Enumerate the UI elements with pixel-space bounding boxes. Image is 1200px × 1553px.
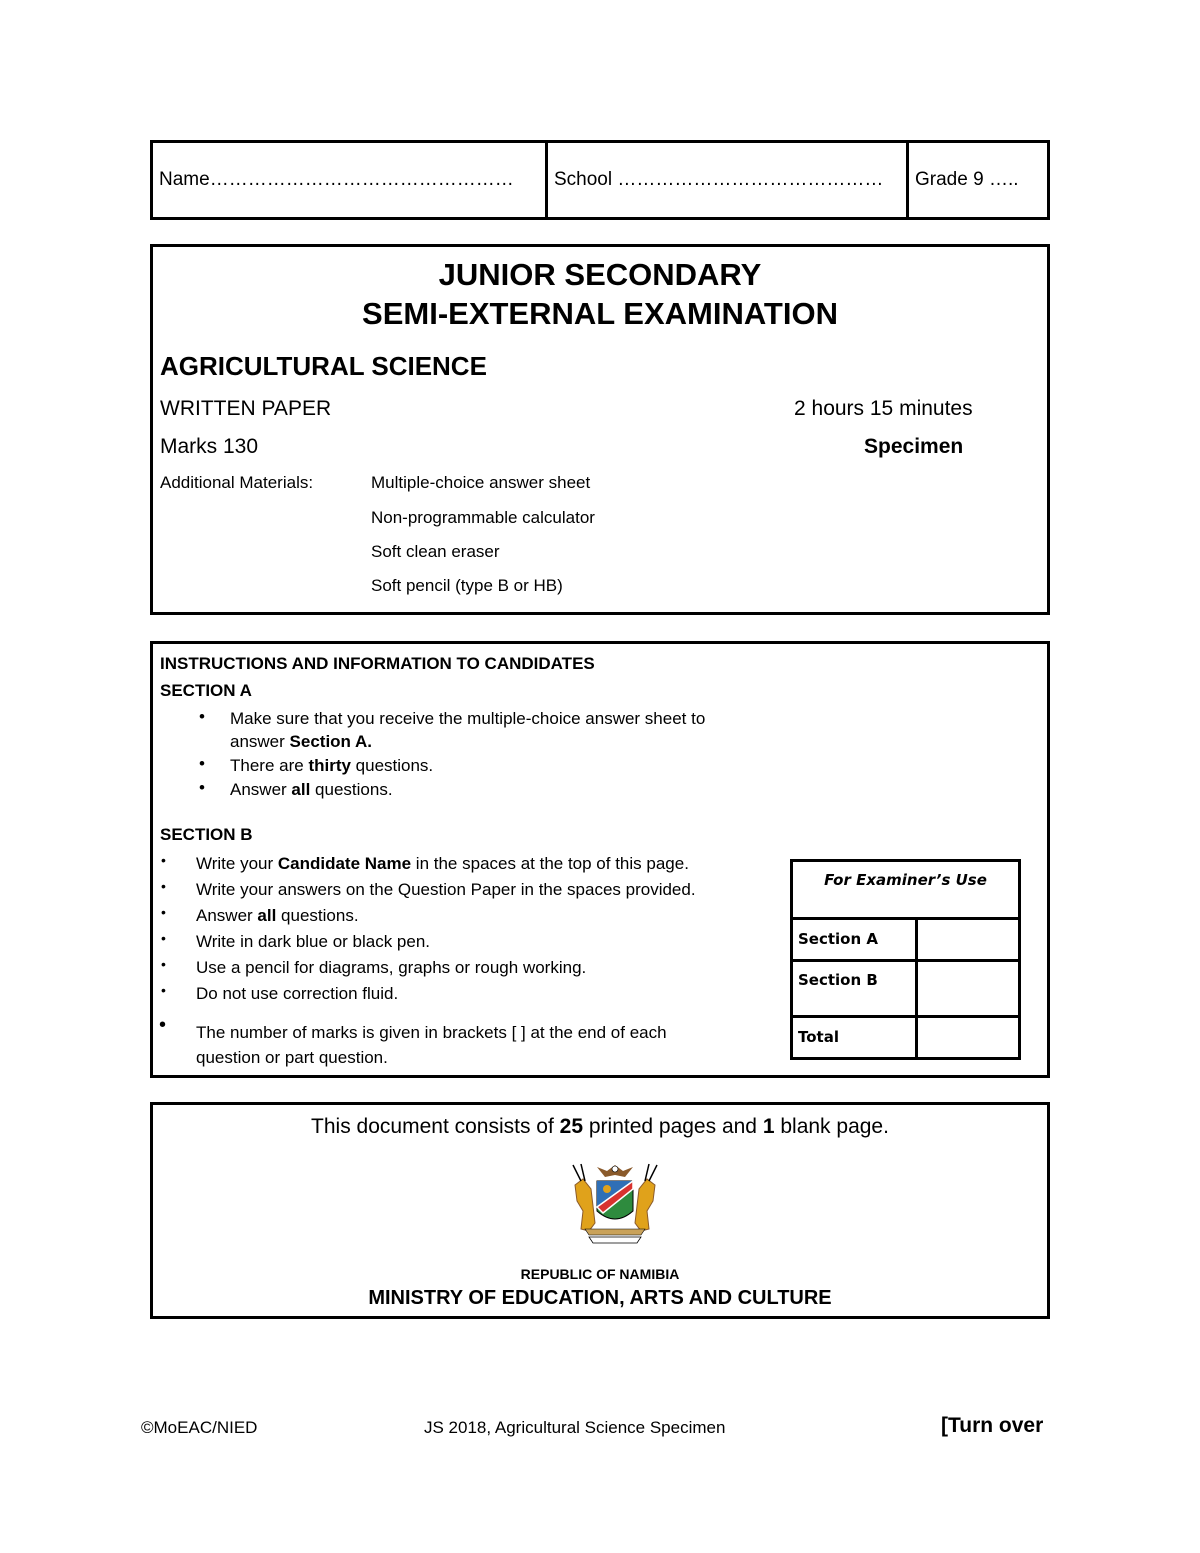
section-a-item xyxy=(230,778,393,801)
bullet-icon: • xyxy=(161,982,166,998)
name-label: Name xyxy=(159,169,210,190)
item-text-line2 xyxy=(230,730,705,753)
section-a-mark-cell[interactable] xyxy=(918,920,1018,959)
section-b-item: Use a pencil for diagrams, graphs or rough working. xyxy=(196,958,587,977)
total-marks: Marks 130 xyxy=(160,435,259,458)
paper-reference: JS 2018, Agricultural Science Specimen xyxy=(424,1418,726,1437)
section-b-item: Write your answers on the Question Paper in the spaces provided. xyxy=(196,880,696,899)
name-dots: ………………………………………… xyxy=(209,169,514,190)
examiner-row-total: Total xyxy=(798,1028,839,1046)
examiner-row-section-b: Section B xyxy=(798,971,878,989)
item-pre: Write your xyxy=(196,854,278,873)
material-item: Soft clean eraser xyxy=(371,542,500,561)
item-text-line2: question or part question. xyxy=(196,1048,388,1067)
item-pre: Answer xyxy=(230,780,292,799)
copyright-label: ©MoEAC/NIED xyxy=(141,1418,258,1437)
examiner-use-table xyxy=(790,859,1021,1060)
turn-over-label: [Turn over xyxy=(941,1414,1044,1437)
section-b-item: Write in dark blue or black pen. xyxy=(196,932,431,951)
candidate-header xyxy=(150,140,1050,220)
section-a-item xyxy=(230,754,433,777)
subject-title: AGRICULTURAL SCIENCE xyxy=(160,351,487,381)
materials-label: Additional Materials: xyxy=(160,473,314,492)
section-b-item xyxy=(196,904,359,927)
bullet-icon: • xyxy=(161,852,166,868)
item-text: Make sure that you receive the multiple-choice answer sheet to xyxy=(230,709,706,728)
school-dots: …………………………………… xyxy=(617,169,884,190)
bullet-icon: • xyxy=(199,754,205,773)
blank-pages-count: 1 xyxy=(762,1115,775,1138)
bullet-icon: • xyxy=(161,904,166,920)
printed-pages-count: 25 xyxy=(559,1115,584,1138)
name-field[interactable] xyxy=(153,143,548,217)
paper-name: WRITTEN PAPER xyxy=(160,397,332,420)
consists-mid: printed pages and xyxy=(583,1115,763,1138)
total-mark-cell[interactable] xyxy=(918,1018,1018,1057)
republic-label: REPUBLIC OF NAMIBIA xyxy=(520,1266,680,1282)
namibia-coat-of-arms-icon xyxy=(567,1161,663,1245)
item-pre: There are xyxy=(230,756,309,775)
section-b-mark-cell[interactable] xyxy=(918,962,1018,1015)
instructions-heading: INSTRUCTIONS AND INFORMATION TO CANDIDATES xyxy=(160,654,595,673)
item-bold: all xyxy=(291,780,311,799)
ministry-label: MINISTRY OF EDUCATION, ARTS AND CULTURE xyxy=(368,1287,832,1309)
bullet-icon: • xyxy=(161,956,166,972)
section-a-heading: SECTION A xyxy=(160,681,252,700)
school-field[interactable] xyxy=(548,143,910,217)
bullet-icon: • xyxy=(161,930,166,946)
item-text: The number of marks is given in brackets [ ] at the end of each xyxy=(196,1023,667,1042)
bullet-icon: • xyxy=(161,878,166,894)
item-post: questions. xyxy=(276,906,359,925)
material-item: Multiple-choice answer sheet xyxy=(371,473,591,492)
section-b-heading: SECTION B xyxy=(160,825,253,844)
exam-title-box xyxy=(150,244,1050,615)
school-label: School xyxy=(554,169,613,190)
item-pre: Answer xyxy=(196,906,258,925)
exam-duration: 2 hours 15 minutes xyxy=(794,397,973,420)
item-bold: Section A. xyxy=(289,732,373,751)
item-post: questions. xyxy=(310,780,393,799)
grade-dots: ….. xyxy=(988,169,1019,190)
item-bold: all xyxy=(257,906,277,925)
exam-type-title: SEMI-EXTERNAL EXAMINATION xyxy=(362,296,838,331)
grade-label: Grade 9 xyxy=(915,169,984,190)
bullet-icon: • xyxy=(199,707,205,726)
section-b-item xyxy=(196,852,689,875)
item-pre: answer xyxy=(230,732,290,751)
item-post: questions. xyxy=(350,756,434,775)
item-bold: thirty xyxy=(308,756,351,775)
section-b-item xyxy=(196,1020,667,1070)
bullet-icon: • xyxy=(159,1014,167,1036)
consists-post: blank page. xyxy=(774,1115,889,1138)
bullet-icon: • xyxy=(199,778,205,797)
material-item: Non-programmable calculator xyxy=(371,508,595,527)
material-item: Soft pencil (type B or HB) xyxy=(371,576,563,595)
exam-level-title: JUNIOR SECONDARY xyxy=(438,257,762,292)
section-a-item xyxy=(230,707,705,753)
consists-pre: This document consists of xyxy=(311,1115,560,1138)
specimen-label: Specimen xyxy=(864,435,964,458)
page-count-statement xyxy=(153,1115,1047,1139)
document-info-box xyxy=(150,1102,1050,1319)
grade-field[interactable] xyxy=(909,143,1053,217)
item-post: in the spaces at the top of this page. xyxy=(411,854,689,873)
examiner-table-title: For Examiner’s Use xyxy=(824,871,987,889)
examiner-row-section-a: Section A xyxy=(798,930,878,948)
item-bold: Candidate Name xyxy=(277,854,412,873)
section-b-item: Do not use correction fluid. xyxy=(196,984,399,1003)
